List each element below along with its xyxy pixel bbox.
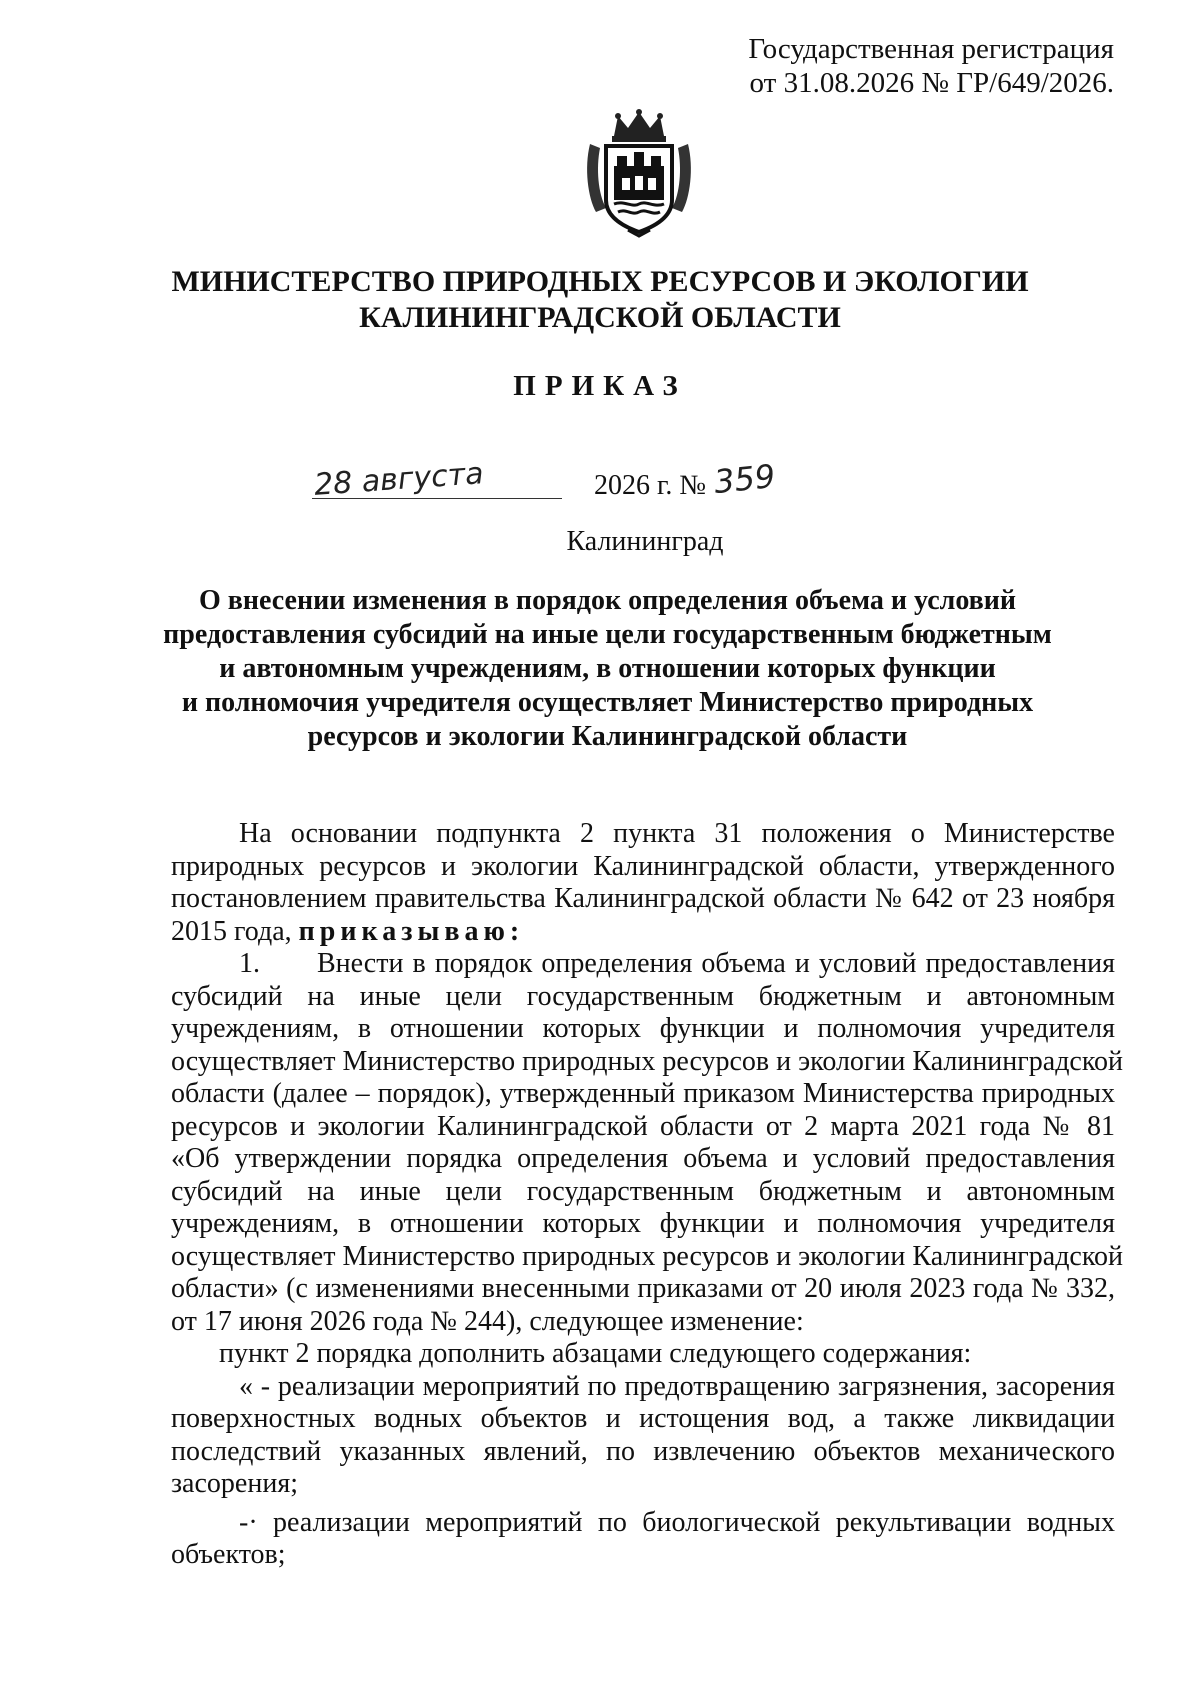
date-underline: [312, 498, 562, 499]
handwritten-date: 28 августа: [312, 456, 485, 503]
preamble-line: На основании подпункта 2 пункта 31 положения о Министерстве: [239, 818, 1115, 849]
point-2-line: пункт 2 порядка дополнить абзацами следующего содержания:: [219, 1338, 972, 1369]
paragraph-a-last-line: засорения;: [171, 1468, 298, 1499]
registration-line-2: от 31.08.2026 № ГР/649/2026.: [749, 67, 1114, 99]
paragraph-b-last-line: объектов;: [171, 1539, 286, 1570]
date-line: [312, 456, 872, 512]
item-1-line: учреждениям, в отношении которых функции и полномочия учредителя: [171, 1013, 1115, 1044]
title-line: О внесении изменения в порядок определения объема и условий: [198, 585, 1017, 616]
registration-line-1: Государственная регистрация: [748, 33, 1114, 65]
paragraph-a-line: последствий указанных явлений, по извлечению объектов механического: [171, 1435, 1115, 1467]
item-1-line: осуществляет Министерство природных ресурсов и экологии Калининградской: [171, 1045, 1124, 1077]
title-line: предоставления субсидий на иные цели государственным бюджетным: [163, 619, 1052, 650]
order-keyword: приказываю:: [298, 915, 525, 947]
item-1-line: субсидий на иные цели государственным бюджетным и автономным: [171, 1175, 1115, 1207]
item-1-first-line: [171, 948, 1115, 981]
paragraph-b-line: -· реализации мероприятий по биологической рекультивации водных: [239, 1506, 1115, 1538]
document-title: [150, 584, 1065, 754]
item-1-line: ресурсов и экологии Калининградской области от 2 марта 2021 года № 81: [171, 1110, 1115, 1142]
preamble-line: постановлением правительства Калининградской области № 642 от 23 ноября: [171, 883, 1115, 914]
paragraph-a-line: поверхностных водных объектов и истощения вод, а также ликвидации: [171, 1403, 1115, 1434]
handwritten-number: 359: [712, 456, 777, 502]
title-line: ресурсов и экологии Калининградской области: [307, 721, 908, 752]
registration-stamp: [694, 32, 1114, 100]
item-1-line: области (далее – порядок), утвержденный приказом Министерства природных: [171, 1078, 1115, 1109]
item-1-line: области» (с изменениями внесенными приказами от 20 июля 2023 года № 332,: [171, 1273, 1115, 1304]
item-1-line: осуществляет Министерство природных ресурсов и экологии Калининградской: [171, 1240, 1124, 1272]
ministry-line-2: КАЛИНИНГРАДСКОЙ ОБЛАСТИ: [359, 301, 841, 334]
title-line: и автономным учреждениям, в отношении которых функции: [219, 653, 996, 684]
item-1-line: учреждениям, в отношении которых функции и полномочия учредителя: [171, 1208, 1115, 1239]
document-type: ПРИКАЗ: [513, 370, 687, 402]
document-body: [171, 818, 1124, 1572]
city: Калининград: [566, 526, 724, 557]
item-1-line: субсидий на иные цели государственным бюджетным и автономным: [171, 980, 1115, 1012]
item-1-text: Внести в порядок определения объема и условий предоставления: [317, 948, 1115, 979]
preamble-line: природных ресурсов и экологии Калининградской области, утвержденного: [171, 850, 1115, 882]
coat-of-arms-icon: [584, 108, 694, 238]
item-1-last-line: от 17 июня 2026 года № 244), следующее изменение:: [171, 1305, 804, 1337]
year-number-label: 2026 г. №: [594, 470, 707, 501]
item-1-line: «Об утверждении порядка определения объема и условий предоставления: [171, 1143, 1115, 1174]
ministry-name: [150, 264, 1050, 336]
title-line: и полномочия учредителя осуществляет Министерство природных: [181, 687, 1034, 718]
ministry-line-1: МИНИСТЕРСТВО ПРИРОДНЫХ РЕСУРСОВ И ЭКОЛОГИИ: [171, 265, 1029, 298]
paragraph-a-line: « - реализации мероприятий по предотвращению загрязнения, засорения: [239, 1370, 1115, 1402]
preamble-last-line: [171, 916, 1115, 949]
preamble-last-prefix: 2015 года,: [171, 915, 292, 947]
item-1-number: 1.: [239, 948, 260, 979]
